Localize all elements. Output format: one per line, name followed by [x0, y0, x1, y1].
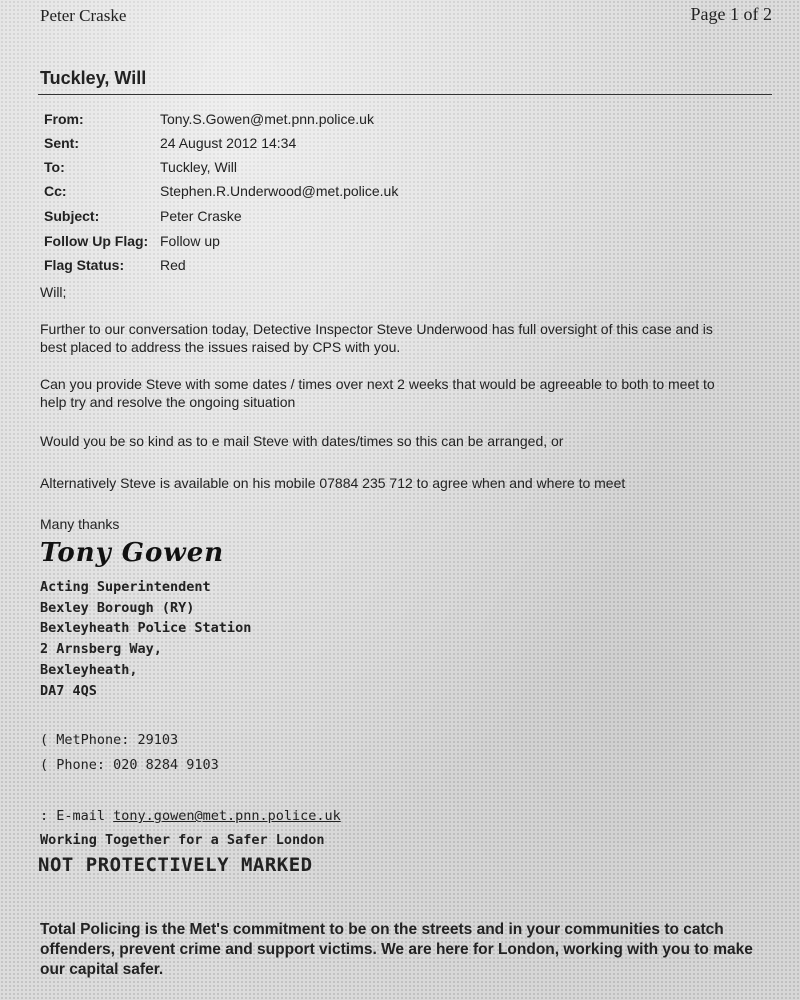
cc-label: Cc:: [44, 183, 67, 199]
page-number: Page 1 of 2: [690, 4, 772, 24]
signature-postcode: DA7 4QS: [40, 683, 97, 699]
subject-label: Subject:: [44, 208, 100, 224]
flag-status-value: Red: [160, 257, 186, 273]
follow-up-flag-value: Follow up: [160, 233, 220, 249]
email-label: : E-mail: [40, 808, 106, 824]
cc-value: Stephen.R.Underwood@met.police.uk: [160, 183, 399, 199]
signature-title: Acting Superintendent: [40, 579, 211, 595]
closing: Many thanks: [40, 516, 120, 532]
email-link[interactable]: tony.gowen@met.pnn.police.uk: [113, 808, 341, 824]
header-divider: [38, 94, 772, 95]
signature-name: Tony Gowen: [40, 538, 225, 568]
from-value: Tony.S.Gowen@met.pnn.police.uk: [160, 111, 374, 127]
signature-unit: Bexley Borough (RY): [40, 600, 195, 616]
email-line: [40, 808, 341, 824]
body-paragraph-1: Further to our conversation today, Detective Inspector Steve Underwood has full oversight of this case and is best placed to address the issues raised by CPS with you.: [40, 321, 713, 355]
flag-status-label: Flag Status:: [44, 257, 125, 273]
phone: ( Phone: 020 8284 9103: [40, 757, 219, 773]
body-paragraph-3: Would you be so kind as to e mail Steve with dates/times so this can be arranged, or: [40, 433, 564, 449]
signature-town: Bexleyheath,: [40, 662, 138, 678]
sent-value: 24 August 2012 14:34: [160, 135, 297, 151]
subject-value: Peter Craske: [160, 208, 242, 224]
sent-label: Sent:: [44, 135, 79, 151]
body-paragraph-4: Alternatively Steve is available on his mobile 07884 235 712 to agree when and where to meet: [40, 475, 626, 491]
recipient-title: Tuckley, Will: [40, 68, 147, 88]
follow-up-flag-label: Follow Up Flag:: [44, 233, 149, 249]
greeting: Will;: [40, 284, 67, 300]
met-phone: ( MetPhone: 29103: [40, 732, 179, 748]
protective-marking: NOT PROTECTIVELY MARKED: [38, 854, 313, 876]
to-label: To:: [44, 159, 65, 175]
to-value: Tuckley, Will: [160, 159, 237, 175]
from-label: From:: [44, 111, 84, 127]
signature-street: 2 Arnsberg Way,: [40, 641, 162, 657]
body-paragraph-2: Can you provide Steve with some dates / times over next 2 weeks that would be agreeable to both to meet to help try and resolve the ongoing situation: [40, 376, 715, 410]
footer-statement: Total Policing is the Met's commitment to be on the streets and in your communities to catch offenders, prevent crime and support victims. We are here for London, working with you to make our capital safer.: [40, 921, 753, 978]
motto: Working Together for a Safer London: [40, 832, 325, 848]
signature-station: Bexleyheath Police Station: [40, 620, 252, 636]
page-header-title: Peter Craske: [40, 6, 127, 25]
